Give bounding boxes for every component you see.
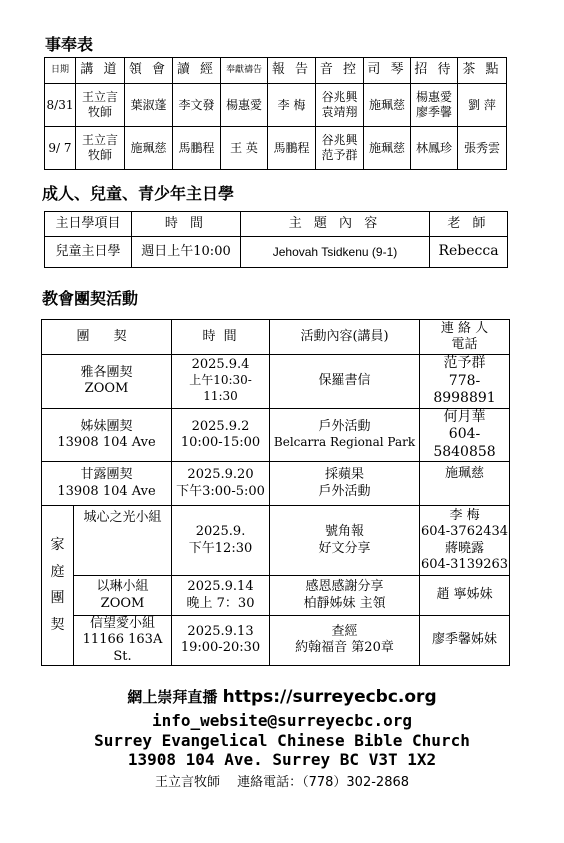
duty-sound-line: 谷兆興 [321, 90, 358, 104]
duty-piano: 施珮慈 [364, 84, 411, 127]
duty-read: 李文發 [173, 84, 221, 127]
fel-time-line: 下午12:30 [188, 540, 253, 556]
fellowship-row [42, 462, 510, 506]
fel-content [270, 408, 420, 462]
fellowship-section-title: 教會團契活動 [42, 289, 139, 308]
duty-tea: 劉 萍 [458, 84, 507, 127]
fel-header-content: 活動內容(講員) [270, 320, 420, 355]
fel-content-line: 戶外活動 [318, 418, 371, 434]
duty-date: 9/ 7 [45, 127, 76, 170]
fel-contact-line: 李 梅 [449, 508, 480, 523]
sunday-school-section-title: 成人、兒童、青少年主日學 [42, 184, 235, 203]
ss-header-topic: 主 題 內 容 [241, 212, 430, 237]
livestream-label: 網上崇拜直播 [127, 688, 218, 706]
duty-lead: 施珮慈 [125, 127, 173, 170]
fel-contact-line: 蔣曉露 [445, 540, 485, 556]
sunday-school-row [45, 237, 508, 268]
duty-usher: 林鳳珍 [411, 127, 458, 170]
family-row [42, 576, 510, 616]
fel-name [74, 576, 172, 616]
fel-content-line: 柏靜姊妹 主領 [303, 595, 386, 611]
fel-contact: 趙 寧姊妹 [420, 576, 510, 616]
fel-time [172, 576, 270, 616]
fel-content-line: 戶外活動 [318, 483, 371, 499]
fellowship-header-row [42, 320, 510, 355]
fel-time [172, 462, 270, 506]
fel-time-line: 19:00-20:30 [180, 640, 261, 656]
family-label-char: 契 [50, 616, 65, 633]
duty-usher-line: 廖季馨 [415, 105, 452, 119]
fel-name-line: 姊妹團契 [80, 418, 133, 434]
ss-header-teacher: 老 師 [430, 212, 508, 237]
ss-header-time: 時 間 [132, 212, 241, 237]
fel-time-line: 2025.9.2 [191, 418, 250, 434]
family-label-char: 庭 [50, 563, 65, 580]
fel-contact-line: 范予群 [443, 355, 486, 371]
family-group-label [42, 506, 74, 666]
duty-header-piano: 司 琴 [364, 58, 411, 84]
fel-header-contact [420, 320, 510, 355]
fel-name-line: 13908 104 Ave [57, 483, 156, 499]
duty-sound-line: 范予群 [321, 148, 358, 162]
duty-table [44, 57, 507, 170]
fellowship-row [42, 355, 510, 409]
duty-usher-line: 楊惠愛 [415, 90, 452, 104]
duty-header-row [45, 58, 507, 84]
duty-sound-line: 袁靖翔 [321, 105, 358, 119]
fel-content-line: 感恩感謝分享 [305, 579, 384, 595]
duty-usher [411, 84, 458, 127]
family-row [42, 506, 510, 576]
duty-row [45, 84, 507, 127]
fel-time-line: 下午3:00-5:00 [176, 483, 265, 499]
duty-report: 李 梅 [268, 84, 316, 127]
fel-time [172, 355, 270, 409]
livestream-line [0, 686, 564, 707]
duty-header-lead: 領 會 [125, 58, 173, 84]
duty-tea: 張秀雲 [458, 127, 507, 170]
ss-time: 週日上午10:00 [132, 237, 241, 268]
duty-header-date: 日期 [45, 58, 76, 84]
duty-section-title: 事奉表 [45, 35, 94, 54]
pastor-contact: 王立言牧師 連絡電話：（778）302-2868 [154, 775, 410, 790]
fel-contact-line: 604-3762434 [420, 524, 509, 540]
livestream-link[interactable]: https://surreyecbc.org [222, 687, 437, 707]
fel-time [172, 506, 270, 576]
fel-name: 城心之光小組 [74, 506, 172, 576]
fel-name-line: 13908 104 Ave [57, 434, 156, 450]
fel-time-line: 2025.9.13 [187, 624, 254, 640]
fel-contact-line: 何月華 [443, 408, 486, 425]
sunday-school-table [44, 211, 508, 268]
duty-read: 馬鵬程 [173, 127, 221, 170]
fel-time-line: 晚上 7：30 [186, 595, 255, 611]
fel-header-group: 團 契 [42, 320, 172, 355]
family-row [42, 616, 510, 666]
fel-name-line: 以琳小組 [96, 579, 149, 595]
fel-name [42, 355, 172, 409]
ss-teacher: Rebecca [430, 237, 508, 268]
duty-offering: 王 英 [221, 127, 268, 170]
duty-header-offering: 奉獻禱告 [221, 58, 268, 84]
fel-name [42, 462, 172, 506]
fel-content-line: 約翰福音 第20章 [295, 640, 394, 656]
fel-name-line: ZOOM [100, 595, 145, 611]
duty-preach-line: 王立言 [81, 133, 118, 147]
fel-contact [420, 355, 510, 409]
duty-header-preach: 講 道 [76, 58, 125, 84]
fel-header-contact-line: 連 絡 人 [440, 320, 489, 336]
fel-name-line: 信望愛小組 [90, 616, 156, 631]
family-label-char: 家 [50, 537, 65, 554]
fel-contact-line: 604-5840858 [433, 426, 496, 460]
duty-sound [316, 127, 364, 170]
email-link[interactable]: info_website@surreyecbc.org [151, 711, 413, 730]
duty-header-read: 讀 經 [173, 58, 221, 84]
duty-row [45, 127, 507, 170]
church-address: 13908 104 Ave. Surrey BC V3T 1X2 [127, 750, 437, 769]
sunday-school-header-row [45, 212, 508, 237]
fel-contact: 施珮慈 [420, 462, 510, 506]
fel-contact-line: 778-8998891 [433, 372, 496, 406]
duty-header-usher: 招 待 [411, 58, 458, 84]
duty-preach-line: 牧師 [87, 148, 112, 162]
fel-content-line: Belcarra Regional Park [273, 434, 416, 449]
duty-sound-line: 谷兆興 [321, 133, 358, 147]
duty-header-sound: 音 控 [316, 58, 364, 84]
fel-name [74, 616, 172, 666]
duty-piano: 施珮慈 [364, 127, 411, 170]
fel-header-contact-line: 電話 [451, 337, 478, 352]
fel-contact: 廖季馨姊妹 [420, 616, 510, 666]
fel-content: 保羅書信 [270, 355, 420, 409]
fel-name-line: ZOOM [84, 381, 129, 397]
duty-preach [76, 84, 125, 127]
fel-time [172, 408, 270, 462]
fel-content [270, 462, 420, 506]
duty-offering: 楊惠愛 [221, 84, 268, 127]
fellowship-table [41, 319, 510, 666]
fel-time-line: 2025.9.20 [187, 467, 254, 483]
fel-contact [420, 506, 510, 576]
duty-date: 8/31 [45, 84, 76, 127]
fel-time-line: 上午10:30-11:30 [189, 373, 252, 404]
fel-name-line: 甘露團契 [80, 467, 133, 483]
fel-content-line: 採蘋果 [325, 467, 365, 483]
fel-time-line: 10:00-15:00 [180, 434, 261, 450]
fel-name-line: 雅各團契 [80, 365, 133, 380]
duty-report: 馬鵬程 [268, 127, 316, 170]
fel-time-line: 2025.9.4 [191, 356, 250, 372]
fel-name-line: 11166 163A St. [82, 632, 163, 664]
fel-contact-line: 604-3139263 [420, 556, 509, 572]
church-name: Surrey Evangelical Chinese Bible Church [94, 731, 470, 750]
fel-content-line: 號角報 [325, 524, 365, 540]
duty-header-report: 報 告 [268, 58, 316, 84]
fel-name [42, 408, 172, 462]
duty-preach [76, 127, 125, 170]
duty-preach-line: 牧師 [87, 105, 112, 119]
ss-header-item: 主日學項目 [45, 212, 132, 237]
fel-content-line: 好文分享 [318, 540, 371, 556]
fel-contact [420, 408, 510, 462]
fellowship-row [42, 408, 510, 462]
fel-time [172, 616, 270, 666]
duty-sound [316, 84, 364, 127]
duty-lead: 葉淑蓬 [125, 84, 173, 127]
fel-content [270, 616, 420, 666]
fel-time-line: 2025.9.14 [187, 579, 254, 595]
fel-time-line: 2025.9. [195, 524, 246, 540]
ss-topic: Jehovah Tsidkenu (9-1) [241, 237, 430, 268]
fel-header-time: 時 間 [172, 320, 270, 355]
fel-content-line: 查經 [331, 624, 358, 640]
fel-content [270, 576, 420, 616]
fel-content [270, 506, 420, 576]
ss-item: 兒童主日學 [45, 237, 132, 268]
family-label-char: 團 [50, 590, 65, 607]
duty-header-tea: 茶 點 [458, 58, 507, 84]
duty-preach-line: 王立言 [81, 90, 118, 104]
